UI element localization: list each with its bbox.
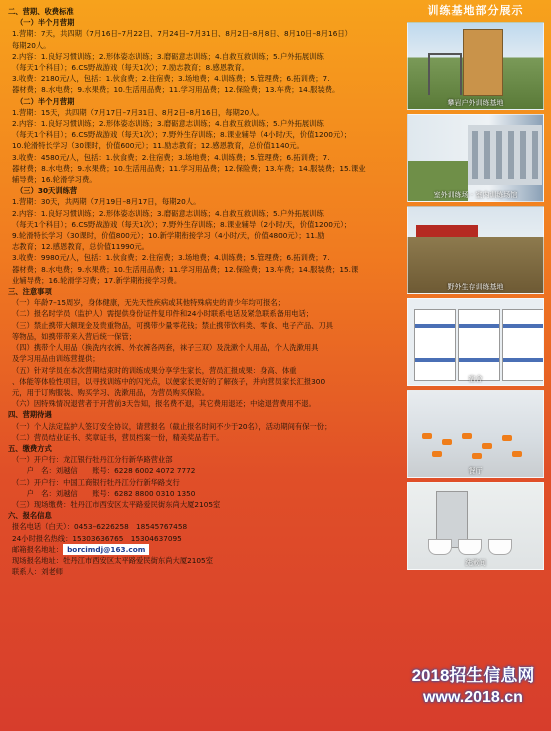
section-heading: 二、营期、收费标准 (8, 7, 74, 16)
text-line: 现场报名地址：牡丹江市西安区太平路爱民街东尚大厦2105室 (12, 555, 213, 565)
text-line: （一）个人法定监护人签订安全协议，请营报名（截止报名时间不少于20名），活动期间有保一份； (12, 421, 332, 431)
photo-caption: 野外生存训练基地 (447, 283, 504, 291)
text-line: （四）携带个人用品（换洗内衣裤、外衣裤各两套，袜子三双）及洗漱个人用品，个人洗漱用具 (12, 343, 319, 353)
text-line: 每期20人。 (12, 40, 51, 50)
text-line: 辅导费；16.轮滑学习费。 (12, 175, 97, 185)
text-line: 志教育；12.感恩教育，总价值11990元。 (12, 242, 149, 252)
photo-caption: 宿舍 (468, 375, 483, 383)
text-line: （三）禁止携带大额现金及贵重物品，可携带少量零花钱；禁止携带饮料类、零食、电子产品、刀具 (12, 320, 334, 330)
photo-caption: 攀岩户外训练基地 (447, 99, 504, 107)
text-line: 器材费；8.水电费；9.水果费；10.生活用品费；11.学习用品费；12.保险费；13.车费；14.服装费；15.课业 (12, 163, 366, 173)
text-line: （一）年龄7–15周岁，身体健康，无先天性疾病或其他特殊病史的青少年均可报名； (12, 298, 285, 308)
text-line: 2.内容：1.良好习惯训练；2.形体姿态训练；3.磨砺意志训练；4.自救互救训练；5.户外拓展训练 (12, 119, 324, 129)
text-line: 9.轮滑特长学习（30课时，价值800元）；10.新学期衔接学习（4小时/天，价值4800元）；11.励 (12, 231, 325, 241)
facility-gallery (402, 2, 549, 730)
gallery-title: 训练基地部分展示 (427, 4, 524, 17)
text-line: 户 名：刘越信 账号：6228 6002 4072 7772 (12, 466, 196, 476)
text-line: （每天1个科目）；6.CS野战游戏（每天1次）；7.励志教育；8.感恩教育。 (12, 63, 249, 73)
text-line: （二）报名时学员（监护人）需提供身份证件复印件和24小时联系电话及紧急联系备用电话； (12, 309, 314, 319)
text-line: 3.收费：4580元/人，包括：1.伙食费；2.住宿费；3.场地费；4.训练费；5.管理费；6.拓训费；7. (12, 152, 330, 162)
text-line: 1.营期：30天，共两期（7月19日–8月17日，每期20人。 (12, 197, 201, 207)
photo-caption: 室外训练场 · 室内训练场馆 (433, 191, 518, 199)
flyer-text-column (8, 6, 402, 726)
text-line: 元，用于订购服装、购买学习、洗漱用品，为营员购买保险。 (12, 387, 210, 397)
text-line: （二）营员结业证书、奖章证书，营员档案一份，精美奖品若干。 (12, 432, 224, 442)
text-line: 2.内容：1.良好习惯训练；2.形体姿态训练；3.磨砺意志训练；4.自救互救训练；5.户外拓展训练 (12, 208, 324, 218)
text-line: （每天1个科目）；6.CS野战游戏（每天1次）；7.野外生存训练；8.课业辅导（2小时/天，价值1200元）； (12, 219, 352, 229)
text-line: （六）因特殊情况退营者于开营前3天告知，报名费不退，其它费用退还；中途退营费用不退。 (12, 399, 316, 409)
subsection-heading: （二）半个月营期 (16, 96, 75, 106)
text-line: 、体能等体验性项目，以寻找训练中的闪光点，以便家长更好的了解孩子，并向营员家长汇报300 (12, 376, 326, 386)
text-line: 2.内容：1.良好习惯训练；2.形体姿态训练；3.磨砺意志训练；4.自救互救训练；5.户外拓展训练 (12, 51, 324, 61)
text-line: （三）现场缴费：牡丹江市西安区太平路爱民街东尚大厦2105室 (12, 499, 221, 509)
text-line: 3.收费：2180元/人，包括：1.伙食费；2.住宿费；3.场地费；4.训练费；5.管理费；6.拓训费；7. (12, 74, 330, 84)
dormitory-photo (407, 298, 544, 386)
site-watermark (398, 665, 548, 709)
text-line: （每天1个科目）；6.CS野战游戏（每天1次）；7.野外生存训练；8.课业辅导（4小时/天，价值1200元）； (12, 130, 352, 140)
text-line: 业辅导费；16.轮滑学习费；17.新学期衔接学习费。 (12, 275, 182, 285)
climbing-wall-photo (407, 22, 544, 110)
subsection-heading: （一）半个月营期 (16, 18, 75, 28)
photo-caption: 餐厅 (468, 467, 483, 475)
dining-hall-photo (407, 390, 544, 478)
section-heading: 六、报名信息 (8, 511, 52, 521)
text-line: （二）开户行：中国工商银行牡丹江分行新华路支行 (12, 477, 180, 487)
text-line: （五）针对学员在本次营期结束时的训练成果分享学生家长，营员汇报成果：身高、体重 (12, 365, 297, 375)
text-line: 3.收费：9980元/人，包括：1.伙食费；2.住宿费；3.场地费；4.训练费；5.管理费；6.拓训费；7. (12, 253, 330, 263)
watermark-url: www.2018.cn (423, 689, 523, 706)
text-line: 1.营期：15天，共四期（7月17日–7月31日、8月2日–8月16日，每期20人。 (12, 107, 264, 117)
text-line: 1.营期：7天，共四期（7月16日–7月22日、7月24日–7月31日、8月2日–8月8日、8月10日–8月16日） (12, 29, 352, 39)
section-heading: 五、缴费方式 (8, 443, 52, 453)
subsection-heading: （三）30天训练营 (16, 186, 78, 196)
text-line: 及学习用品由训练营提供； (12, 354, 100, 364)
field-survival-photo (407, 206, 544, 294)
washroom-photo (407, 482, 544, 570)
section-heading: 三、注意事项 (8, 287, 52, 297)
watermark-title: 2018招生信息网 (411, 666, 535, 685)
text-line: 等物品，如携带带来入营后统一保管； (12, 331, 137, 341)
section-heading: 四、营期待遇 (8, 410, 52, 420)
training-ground-photo (407, 114, 544, 202)
text-line: 24小时报名热线：15303636765 15304637095 (12, 533, 182, 543)
photo-caption: 洗漱间 (465, 559, 486, 567)
text-line: 10.轮滑特长学习（30课时，价值600元）；11.励志教育；12.感恩教育，总价值1140元。 (12, 141, 304, 151)
text-line: 器材费；8.水电费；9.水果费；10.生活用品费；11.学习用品费；12.保险费；13.车费；14.服装费；15.课 (12, 264, 359, 274)
text-line: （一）开户行：龙江银行牡丹江分行新华路营业部 (12, 455, 173, 465)
text-line: 报名电话（白天）：0453–6226258 18545767458 (12, 522, 188, 532)
text-line: 户 名：刘越信 账号：6282 8800 0310 1350 (12, 488, 196, 498)
text-line: 邮箱报名地址： borcimdj@163.com (8, 544, 402, 555)
text-line: 联系人：刘老师 (12, 567, 64, 577)
email-address[interactable]: borcimdj@163.com (63, 544, 149, 555)
text-line: 器材费；8.水电费；9.水果费；10.生活用品费；11.学习用品费；12.保险费；13.车费；14.服装费。 (12, 85, 340, 95)
